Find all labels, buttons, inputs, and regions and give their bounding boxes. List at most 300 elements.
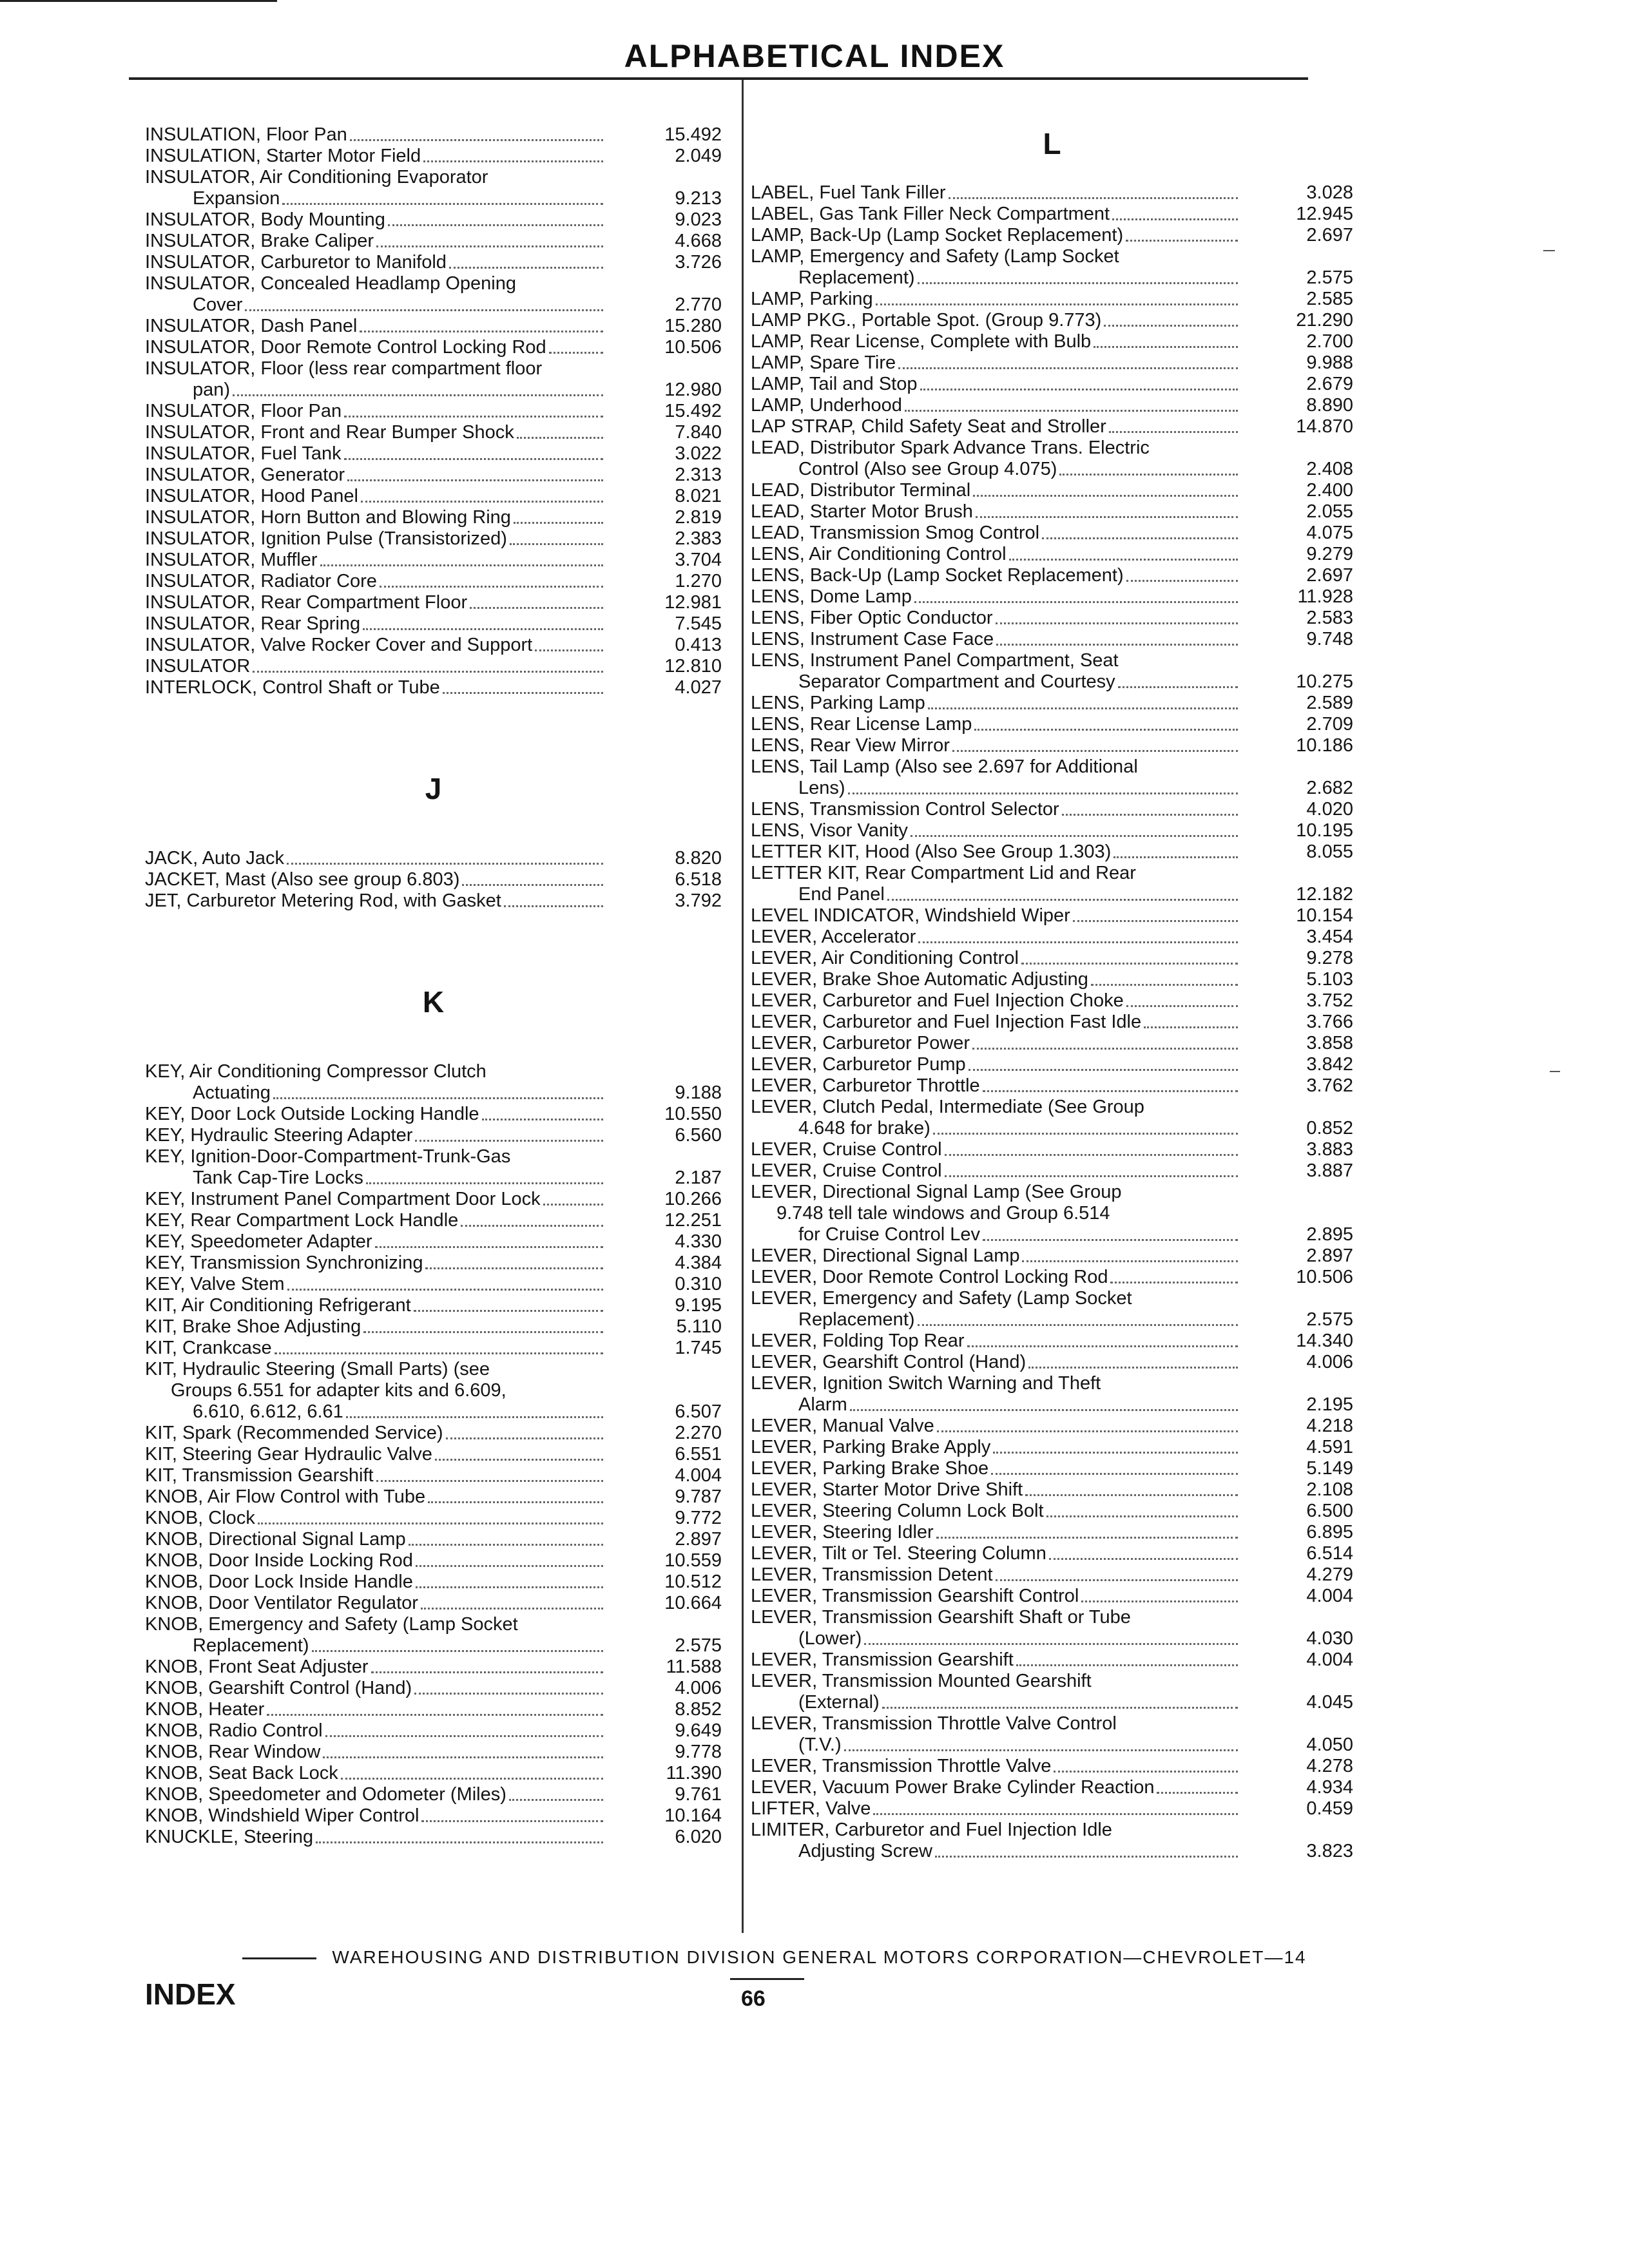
entry-line (145, 613, 606, 635)
entry-text (751, 905, 1240, 927)
entry-label: KIT, Hydraulic Steering (Small Parts) (see (145, 1359, 490, 1379)
entry-line (145, 869, 606, 890)
group-number: 0.852 (1306, 1118, 1353, 1139)
dot-leader (1062, 814, 1238, 816)
entry-text (145, 1827, 606, 1848)
entry-text (751, 501, 1240, 523)
dot-leader (911, 835, 1238, 837)
index-entry (145, 1529, 722, 1550)
entry-label: Groups 6.551 for adapter kits and 6.609, (171, 1380, 506, 1401)
entry-label: INSULATOR, Hood Panel (145, 486, 358, 506)
entry-label: INSULATOR, Radiator Core (145, 571, 377, 591)
entry-line (751, 1713, 1240, 1735)
index-entry (145, 1550, 722, 1571)
index-entry (751, 1607, 1353, 1649)
index-entry (145, 252, 722, 273)
group-number: 6.518 (675, 869, 722, 890)
entry-text (145, 231, 606, 252)
entry-line (145, 592, 606, 613)
entry-label: KNOB, Air Flow Control with Tube (145, 1486, 426, 1507)
group-number: 12.251 (664, 1210, 722, 1231)
group-number: 4.075 (1306, 523, 1353, 543)
group-number: 21.290 (1296, 310, 1353, 331)
section-spacer (751, 163, 1353, 182)
dot-leader (341, 1778, 603, 1780)
group-number: 2.400 (1306, 480, 1353, 501)
dot-leader (388, 224, 603, 226)
entry-line (751, 182, 1240, 204)
dot-leader (1009, 559, 1238, 561)
index-entry (145, 358, 722, 401)
entry-label: KNOB, Seat Back Lock (145, 1763, 338, 1783)
entry-line (751, 395, 1240, 416)
group-number: 9.278 (1306, 948, 1353, 968)
dot-leader (983, 1239, 1238, 1241)
section-spacer (145, 808, 722, 848)
entry-text (145, 1359, 606, 1423)
index-entry (751, 1288, 1353, 1331)
group-number: 4.384 (675, 1253, 722, 1273)
index-entry (145, 124, 722, 146)
index-entry (145, 635, 722, 656)
entry-text (751, 799, 1240, 820)
group-number: 2.770 (675, 294, 722, 315)
entry-label: JACKET, Mast (Also see group 6.803) (145, 869, 460, 890)
entry-line (751, 1437, 1240, 1458)
dot-leader (409, 1544, 603, 1546)
group-number: 3.028 (1306, 182, 1353, 203)
dot-leader (443, 692, 603, 694)
dot-leader (972, 1048, 1238, 1050)
index-entry (751, 1054, 1353, 1075)
entry-text (145, 1720, 606, 1742)
dot-leader (887, 899, 1238, 901)
dot-leader (461, 1225, 603, 1227)
dot-leader (918, 941, 1238, 943)
index-entry (145, 443, 722, 465)
entry-line (751, 331, 1240, 352)
entry-label: INSULATOR, Concealed Headlamp Opening (145, 273, 517, 294)
dot-leader (945, 1175, 1238, 1177)
entry-label: INSULATOR, Floor (less rear compartment floor (145, 358, 543, 379)
entry-text (145, 252, 606, 273)
entry-line (145, 677, 606, 698)
index-entry (145, 1061, 722, 1104)
dot-leader (376, 245, 603, 247)
entry-label: KEY, Rear Compartment Lock Handle (145, 1210, 459, 1231)
index-entry (751, 650, 1353, 693)
entry-line (751, 884, 1240, 905)
page-number: 66 (741, 1986, 766, 2011)
entry-line (751, 1118, 1240, 1139)
entry-line (751, 1203, 1240, 1224)
group-number: 10.154 (1296, 905, 1353, 926)
dot-leader (914, 601, 1238, 603)
entry-text (751, 1352, 1240, 1373)
dot-leader (1110, 1282, 1238, 1283)
dot-leader (1028, 1367, 1238, 1369)
entry-label: LAMP, Rear License, Complete with Bulb (751, 331, 1092, 352)
entry-line (751, 990, 1240, 1012)
entry-text (751, 1777, 1240, 1798)
group-number: 2.709 (1306, 714, 1353, 735)
entry-text (145, 1061, 606, 1104)
dot-leader (421, 1820, 603, 1822)
entry-label: LEVER, Carburetor Throttle (751, 1075, 980, 1096)
entry-text (145, 1699, 606, 1720)
entry-text (751, 863, 1240, 905)
entry-text (145, 316, 606, 337)
entry-line (751, 650, 1240, 671)
entry-line (751, 523, 1240, 544)
index-entry (145, 209, 722, 231)
group-number: 1.745 (675, 1338, 722, 1358)
dot-leader (346, 1416, 603, 1418)
entry-text (145, 528, 606, 550)
group-number: 2.195 (1306, 1394, 1353, 1415)
entry-label: LEVEL INDICATOR, Windshield Wiper (751, 905, 1070, 926)
index-entry (751, 416, 1353, 437)
column-divider (742, 80, 744, 1933)
entry-label: KNOB, Door Inside Locking Rod (145, 1550, 413, 1571)
entry-label: KNOB, Heater (145, 1699, 265, 1720)
entry-line (145, 167, 606, 188)
dot-leader (967, 1345, 1238, 1347)
entry-line (751, 225, 1240, 246)
dot-leader (1118, 686, 1238, 688)
index-entry (145, 486, 722, 507)
entry-label: LENS, Instrument Panel Compartment, Seat (751, 650, 1119, 671)
index-entry (145, 1827, 722, 1848)
entry-line (751, 416, 1240, 437)
entry-label: KNOB, Door Lock Inside Handle (145, 1571, 413, 1592)
dot-leader (415, 1140, 603, 1142)
entry-label: KIT, Brake Shoe Adjusting (145, 1316, 361, 1337)
index-entry (145, 1444, 722, 1465)
entry-text (751, 1160, 1240, 1182)
entry-label: 9.748 tell tale windows and Group 6.514 (776, 1203, 1110, 1224)
entry-label: KIT, Steering Gear Hydraulic Valve (145, 1444, 432, 1465)
group-number: 14.340 (1296, 1331, 1353, 1351)
entry-label: LABEL, Fuel Tank Filler (751, 182, 946, 203)
entry-line (145, 273, 606, 294)
entry-label: LEVER, Parking Brake Apply (751, 1437, 991, 1457)
group-number: 6.020 (675, 1827, 722, 1847)
entry-line (751, 1735, 1240, 1756)
entry-label: KNOB, Radio Control (145, 1720, 323, 1741)
dot-leader (1073, 920, 1238, 922)
entry-text (751, 289, 1240, 310)
entry-line (751, 289, 1240, 310)
entry-label: LAMP, Underhood (751, 395, 902, 416)
entry-line (751, 1777, 1240, 1798)
entry-line (145, 486, 606, 507)
entry-label: LEAD, Distributor Spark Advance Trans. Electric (751, 437, 1150, 458)
dot-leader (935, 1856, 1238, 1858)
index-entry (145, 167, 722, 209)
index-entry (145, 1742, 722, 1763)
index-entry (751, 990, 1353, 1012)
dot-leader (918, 282, 1238, 284)
index-entry (145, 1486, 722, 1508)
group-number: 2.575 (675, 1635, 722, 1656)
entry-label: LENS, Air Conditioning Control (751, 544, 1007, 564)
index-entry (145, 656, 722, 677)
entry-text (751, 1458, 1240, 1479)
index-entry (145, 890, 722, 912)
index-entry (751, 820, 1353, 841)
entry-line (145, 1614, 606, 1635)
entry-line (751, 1458, 1240, 1479)
index-entry (145, 1231, 722, 1253)
entry-label: LENS, Fiber Optic Conductor (751, 608, 993, 628)
entry-line (751, 756, 1240, 778)
entry-text (145, 337, 606, 358)
group-number: 10.512 (664, 1571, 722, 1592)
entry-line (145, 890, 606, 912)
entry-label: INTERLOCK, Control Shaft or Tube (145, 677, 440, 698)
entry-text (145, 1657, 606, 1678)
entry-text (751, 586, 1240, 608)
index-entry (751, 1501, 1353, 1522)
group-number: 4.006 (675, 1678, 722, 1698)
entry-line (145, 1189, 606, 1210)
entry-line (145, 507, 606, 528)
index-entry (145, 869, 722, 890)
entry-label: KNOB, Emergency and Safety (Lamp Socket (145, 1614, 518, 1635)
entry-line (145, 1316, 606, 1338)
page-title: ALPHABETICAL INDEX (624, 38, 1005, 74)
entry-label: INSULATOR, Floor Pan (145, 401, 342, 421)
index-entry (751, 246, 1353, 289)
group-number: 5.149 (1306, 1458, 1353, 1479)
entry-label: INSULATOR (145, 656, 251, 677)
group-number: 4.004 (675, 1465, 722, 1486)
group-number: 6.551 (675, 1444, 722, 1465)
entry-text (145, 1444, 606, 1465)
dot-leader (1049, 1558, 1238, 1560)
dot-leader (928, 707, 1238, 709)
entry-line (751, 374, 1240, 395)
entry-label: LEVER, Directional Signal Lamp (751, 1245, 1020, 1266)
group-number: 2.895 (1306, 1224, 1353, 1245)
dot-leader (850, 1409, 1238, 1411)
entry-line (145, 1805, 606, 1827)
entry-line (751, 1182, 1240, 1203)
dot-leader (1025, 1494, 1238, 1496)
entry-line (145, 1168, 606, 1189)
entry-label: KEY, Ignition-Door-Compartment-Trunk-Gas (145, 1146, 511, 1167)
entry-text (751, 1139, 1240, 1160)
entry-label: LEVER, Accelerator (751, 927, 916, 947)
entry-line (145, 252, 606, 273)
entry-text (145, 146, 606, 167)
entry-line (751, 586, 1240, 608)
group-number: 10.164 (664, 1805, 722, 1826)
entry-line (145, 1338, 606, 1359)
dot-leader (1042, 537, 1238, 539)
dot-leader (1016, 1664, 1238, 1666)
entry-label: Adjusting Screw (798, 1841, 932, 1861)
entry-label: Replacement) (193, 1635, 309, 1656)
dot-leader (1113, 856, 1238, 858)
entry-line (145, 635, 606, 656)
entry-label: INSULATOR, Body Mounting (145, 209, 385, 230)
index-entry (751, 1373, 1353, 1416)
entry-line (145, 1061, 606, 1082)
entry-text (751, 1033, 1240, 1054)
dot-leader (1109, 431, 1238, 433)
dot-leader (414, 1310, 603, 1312)
entry-line (145, 443, 606, 465)
dot-leader (1126, 240, 1238, 242)
index-entry (751, 693, 1353, 714)
entry-label: JET, Carburetor Metering Rod, with Gasket (145, 890, 501, 911)
entry-line (145, 1253, 606, 1274)
index-entry (145, 1189, 722, 1210)
entry-line (145, 1146, 606, 1168)
margin-mark (1550, 1071, 1560, 1072)
entry-label: LEVER, Starter Motor Drive Shift (751, 1479, 1023, 1500)
entry-line (751, 1586, 1240, 1607)
entry-line (145, 1763, 606, 1784)
group-number: 2.700 (1306, 331, 1353, 352)
index-entry (751, 501, 1353, 523)
group-number: 6.507 (675, 1401, 722, 1422)
entry-text (145, 635, 606, 656)
dot-leader (245, 309, 603, 311)
entry-text (145, 507, 606, 528)
index-entry (145, 1274, 722, 1295)
entry-label: LEVER, Ignition Switch Warning and Theft (751, 1373, 1101, 1394)
entry-text (145, 1763, 606, 1784)
dot-leader (514, 522, 603, 524)
dot-leader (428, 1501, 603, 1503)
group-number: 2.682 (1306, 778, 1353, 798)
entry-text (145, 1253, 606, 1274)
index-entry (751, 756, 1353, 799)
entry-text (145, 1550, 606, 1571)
group-number: 3.704 (675, 550, 722, 570)
entry-label: INSULATOR, Dash Panel (145, 316, 358, 336)
index-entry (751, 841, 1353, 863)
index-entry (751, 1649, 1353, 1671)
index-entry (751, 182, 1353, 204)
entry-line (145, 1401, 606, 1423)
group-number: 5.103 (1306, 969, 1353, 990)
entry-text (751, 1543, 1240, 1564)
index-entry (751, 1564, 1353, 1586)
entry-line (145, 550, 606, 571)
index-entry (751, 1458, 1353, 1479)
group-number: 4.020 (1306, 799, 1353, 820)
entry-label: INSULATOR, Front and Rear Bumper Shock (145, 422, 514, 443)
entry-line (751, 969, 1240, 990)
entry-text (751, 927, 1240, 948)
entry-text (145, 1125, 606, 1146)
section-spacer (145, 912, 722, 983)
entry-line (145, 1380, 606, 1401)
entry-line (145, 1508, 606, 1529)
group-number: 6.560 (675, 1125, 722, 1146)
dot-leader (1144, 1026, 1238, 1028)
entry-text (145, 677, 606, 698)
entry-text (751, 969, 1240, 990)
entry-label: KEY, Instrument Panel Compartment Door Lock (145, 1189, 541, 1209)
footer-publisher (187, 1947, 1347, 1988)
dot-leader (416, 1565, 603, 1567)
entry-label: LENS, Visor Vanity (751, 820, 908, 841)
dot-leader (898, 367, 1238, 369)
entry-line (145, 848, 606, 869)
group-number: 9.787 (675, 1486, 722, 1507)
index-entry (751, 523, 1353, 544)
entry-text (751, 1245, 1240, 1267)
entry-line (145, 1104, 606, 1125)
entry-line (145, 1635, 606, 1657)
entry-text (751, 820, 1240, 841)
group-number: 8.852 (675, 1699, 722, 1720)
group-number: 2.270 (675, 1423, 722, 1443)
group-number: 10.506 (664, 337, 722, 358)
group-number: 2.897 (675, 1529, 722, 1550)
index-entry (145, 1571, 722, 1593)
group-number: 12.945 (1296, 204, 1353, 224)
entry-line (751, 1075, 1240, 1097)
footer-publisher-text: WAREHOUSING AND DISTRIBUTION DIVISION GENERAL MOTORS CORPORATION—CHEVROLET—14 (332, 1947, 1307, 1967)
entry-text (145, 1210, 606, 1231)
entry-label: LENS, Instrument Case Face (751, 629, 994, 649)
entry-text (751, 1607, 1240, 1649)
entry-line (751, 267, 1240, 289)
group-number: 7.840 (675, 422, 722, 443)
group-number: 0.310 (675, 1274, 722, 1294)
entry-label: LEAD, Transmission Smog Control (751, 523, 1040, 543)
entry-label: LEVER, Cruise Control (751, 1160, 942, 1181)
entry-label: LEVER, Transmission Detent (751, 1564, 993, 1585)
entry-label: LAMP PKG., Portable Spot. (Group 9.773) (751, 310, 1102, 331)
group-number: 3.752 (1306, 990, 1353, 1011)
entry-text (751, 1798, 1240, 1820)
entry-line (145, 146, 606, 167)
right-column (751, 124, 1353, 1862)
index-entry (751, 204, 1353, 225)
dot-leader (873, 1813, 1238, 1815)
entry-line (751, 1820, 1240, 1841)
dot-leader (949, 197, 1239, 199)
group-number: 4.279 (1306, 1564, 1353, 1585)
dot-leader (1112, 218, 1238, 220)
entry-label: pan) (193, 380, 231, 400)
group-number: 4.004 (1306, 1649, 1353, 1670)
dot-leader (366, 1182, 603, 1184)
group-number: 9.772 (675, 1508, 722, 1528)
index-entry (145, 1657, 722, 1678)
index-entry (145, 1146, 722, 1189)
entry-text (751, 1182, 1240, 1245)
dot-leader (414, 1693, 603, 1695)
dot-leader (952, 750, 1238, 752)
index-entry (751, 374, 1353, 395)
index-entry (145, 401, 722, 422)
entry-label: (Lower) (798, 1628, 862, 1649)
entry-text (751, 1288, 1240, 1331)
group-number: 2.055 (1306, 501, 1353, 522)
entry-label: LEVER, Air Conditioning Control (751, 948, 1019, 968)
group-number: 4.218 (1306, 1416, 1353, 1436)
group-number: 9.988 (1306, 352, 1353, 373)
dot-leader (316, 1841, 603, 1843)
